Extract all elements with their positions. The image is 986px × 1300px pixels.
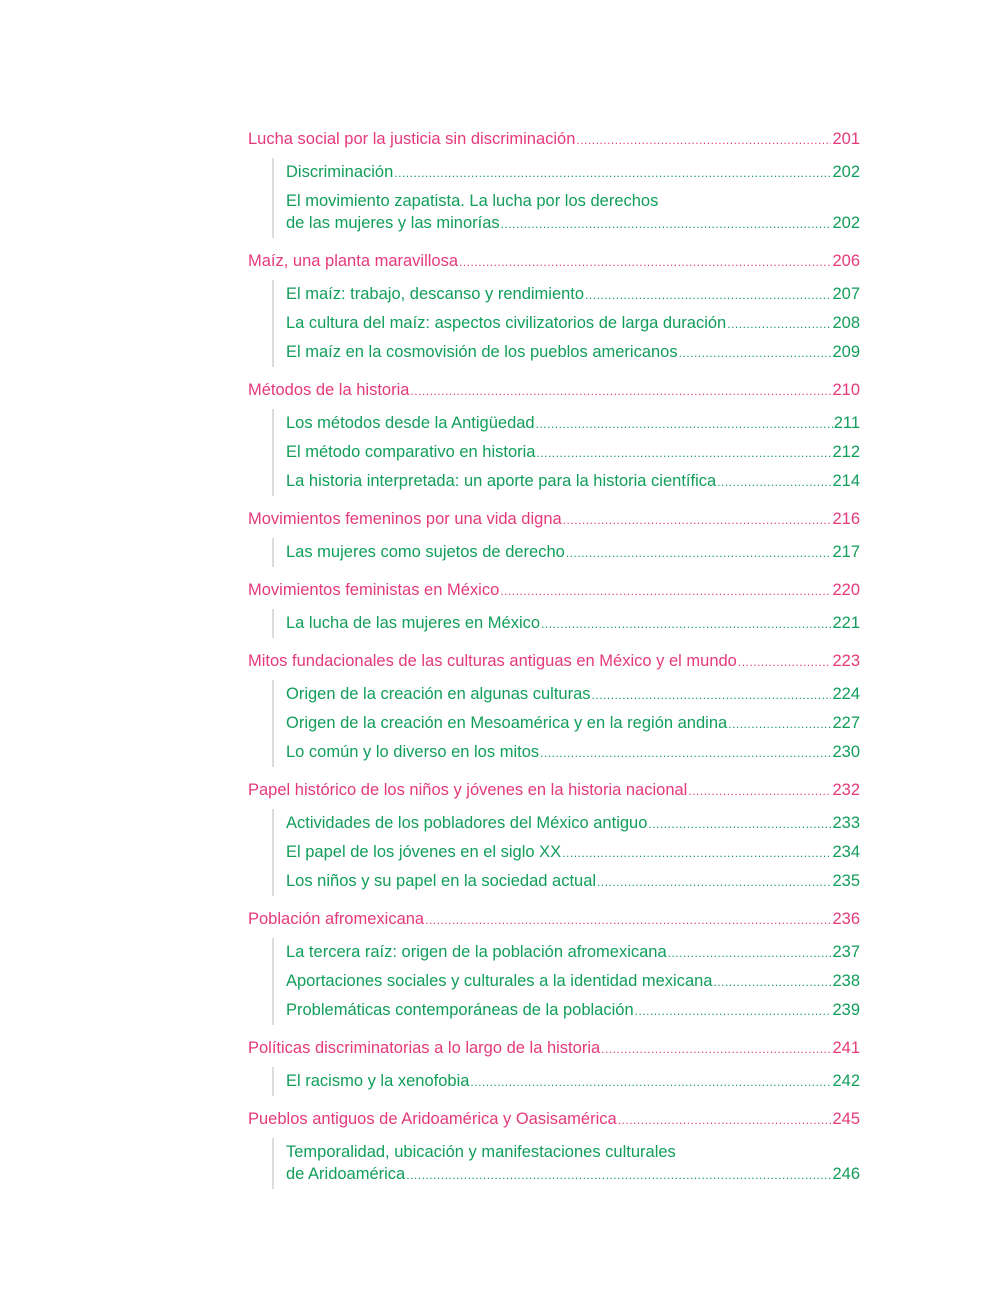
- subtopic-title: El racismo y la xenofobia: [286, 1072, 470, 1090]
- subtopic-title: El maíz en la cosmovisión de los pueblos americanos: [286, 343, 678, 361]
- toc-subtopic-entry[interactable]: [286, 938, 860, 967]
- subtopic-title: Actividades de los pobladores del México antiguo: [286, 814, 648, 832]
- chapter-title: Papel histórico de los niños y jóvenes en la historia nacional: [248, 781, 688, 799]
- subtopic-page-number: 211: [833, 414, 860, 432]
- toc-section: [248, 1037, 860, 1096]
- toc-subtopic-entry[interactable]: [286, 996, 860, 1025]
- toc-subtopic-entry[interactable]: [286, 967, 860, 996]
- dot-leader: [635, 1000, 832, 1022]
- dot-leader: [540, 742, 831, 764]
- toc-subtopic-entry[interactable]: [286, 738, 860, 767]
- subtopic-title: Problemáticas contemporáneas de la población: [286, 1001, 634, 1019]
- chapter-title: Movimientos feministas en México: [248, 581, 500, 599]
- subtopic-page-number: 238: [832, 972, 860, 990]
- toc-chapter-entry[interactable]: [248, 250, 860, 274]
- toc-subtopic-entry[interactable]: [286, 438, 860, 467]
- subtopic-list: [272, 280, 860, 367]
- toc-subtopic-entry[interactable]: [286, 680, 860, 709]
- dot-leader: [592, 684, 832, 706]
- subtopic-title: La cultura del maíz: aspectos civilizatorios de larga duración: [286, 314, 727, 332]
- dot-leader: [536, 442, 831, 464]
- subtopic-page-number: 202: [832, 163, 860, 181]
- subtopic-title: El maíz: trabajo, descanso y rendimiento: [286, 285, 585, 303]
- dot-leader: [562, 842, 831, 864]
- chapter-title: Políticas discriminatorias a lo largo de la historia: [248, 1039, 601, 1057]
- subtopic-list: [272, 609, 860, 638]
- chapter-page-number: 201: [832, 130, 860, 148]
- subtopic-page-number: 209: [832, 343, 860, 361]
- chapter-page-number: 220: [832, 581, 860, 599]
- dot-leader: [536, 413, 833, 435]
- subtopic-page-number: 212: [832, 443, 860, 461]
- subtopic-title: Lo común y lo diverso en los mitos: [286, 743, 540, 761]
- dot-leader: [500, 580, 831, 602]
- toc-section: [248, 128, 860, 238]
- dot-leader: [714, 971, 832, 993]
- dot-leader: [394, 162, 831, 184]
- toc-subtopic-entry[interactable]: [286, 1138, 860, 1189]
- dot-leader: [601, 1038, 831, 1060]
- subtopic-list: [272, 1067, 860, 1096]
- chapter-title: Movimientos femeninos por una vida digna: [248, 510, 562, 528]
- subtopic-page-number: 233: [832, 814, 860, 832]
- dot-leader: [728, 713, 831, 735]
- subtopic-title: La lucha de las mujeres en México: [286, 614, 541, 632]
- subtopic-page-number: 227: [832, 714, 860, 732]
- toc-chapter-entry[interactable]: [248, 379, 860, 403]
- toc-chapter-entry[interactable]: [248, 1108, 860, 1132]
- toc-subtopic-entry[interactable]: [286, 538, 860, 567]
- subtopic-page-number: 217: [832, 543, 860, 561]
- subtopic-page-number: 235: [832, 872, 860, 890]
- chapter-title: Maíz, una planta maravillosa: [248, 252, 459, 270]
- subtopic-list: [272, 409, 860, 496]
- subtopic-title: El método comparativo en historia: [286, 443, 536, 461]
- chapter-page-number: 210: [832, 381, 860, 399]
- subtopic-page-number: 224: [832, 685, 860, 703]
- toc-subtopic-entry[interactable]: [286, 309, 860, 338]
- subtopic-title: Origen de la creación en Mesoamérica y en la región andina: [286, 714, 728, 732]
- subtopic-page-number: 237: [832, 943, 860, 961]
- chapter-page-number: 241: [832, 1039, 860, 1057]
- subtopic-title: Las mujeres como sujetos de derecho: [286, 543, 565, 561]
- toc-chapter-entry[interactable]: [248, 908, 860, 932]
- dot-leader: [566, 542, 832, 564]
- dot-leader: [648, 813, 831, 835]
- dot-leader: [425, 909, 831, 931]
- table-of-contents: [248, 128, 860, 1201]
- chapter-page-number: 206: [832, 252, 860, 270]
- dot-leader: [668, 942, 832, 964]
- subtopic-title-line1: El movimiento zapatista. La lucha por los derechos: [286, 192, 659, 210]
- chapter-title: Población afromexicana: [248, 910, 425, 928]
- subtopic-title: Los métodos desde la Antigüedad: [286, 414, 535, 432]
- subtopic-page-number: 239: [832, 1001, 860, 1019]
- toc-subtopic-entry[interactable]: [286, 280, 860, 309]
- subtopic-title: Los niños y su papel en la sociedad actual: [286, 872, 597, 890]
- dot-leader: [738, 651, 832, 673]
- subtopic-title: El papel de los jóvenes en el siglo XX: [286, 843, 562, 861]
- subtopic-list: [272, 1138, 860, 1189]
- subtopic-list: [272, 809, 860, 896]
- chapter-page-number: 245: [832, 1110, 860, 1128]
- dot-leader: [576, 129, 831, 151]
- dot-leader: [563, 509, 832, 531]
- dot-leader: [410, 380, 831, 402]
- toc-chapter-entry[interactable]: [248, 650, 860, 674]
- toc-section: [248, 908, 860, 1025]
- subtopic-title: Discriminación: [286, 163, 394, 181]
- dot-leader: [501, 213, 832, 235]
- subtopic-page-number: 242: [832, 1072, 860, 1090]
- toc-section: [248, 250, 860, 367]
- chapter-page-number: 232: [832, 781, 860, 799]
- toc-section: [248, 650, 860, 767]
- toc-chapter-entry[interactable]: [248, 128, 860, 152]
- subtopic-page-number: 208: [832, 314, 860, 332]
- chapter-title: Pueblos antiguos de Aridoamérica y Oasisamérica: [248, 1110, 617, 1128]
- toc-section: [248, 1108, 860, 1189]
- subtopic-page-number: 230: [832, 743, 860, 761]
- dot-leader: [459, 251, 831, 273]
- dot-leader: [541, 613, 831, 635]
- dot-leader: [679, 342, 832, 364]
- chapter-title: Mitos fundacionales de las culturas antiguas en México y el mundo: [248, 652, 737, 670]
- toc-subtopic-entry[interactable]: [286, 1067, 860, 1096]
- subtopic-title: La historia interpretada: un aporte para la historia científica: [286, 472, 717, 490]
- subtopic-page-number: 214: [832, 472, 860, 490]
- subtopic-page-number: 207: [832, 285, 860, 303]
- chapter-page-number: 223: [832, 652, 860, 670]
- dot-leader: [727, 313, 831, 335]
- toc-subtopic-entry[interactable]: [286, 867, 860, 896]
- subtopic-title: La tercera raíz: origen de la población afromexicana: [286, 943, 667, 961]
- toc-subtopic-entry[interactable]: [286, 809, 860, 838]
- dot-leader: [597, 871, 831, 893]
- toc-chapter-entry[interactable]: [248, 579, 860, 603]
- toc-subtopic-entry[interactable]: [286, 609, 860, 638]
- subtopic-page-number: 221: [832, 614, 860, 632]
- subtopic-list: [272, 938, 860, 1025]
- toc-section: [248, 508, 860, 567]
- chapter-page-number: 216: [832, 510, 860, 528]
- dot-leader: [618, 1109, 832, 1131]
- toc-subtopic-entry[interactable]: [286, 409, 860, 438]
- chapter-title: Lucha social por la justicia sin discriminación: [248, 130, 576, 148]
- toc-section: [248, 779, 860, 896]
- subtopic-title: de Aridoamérica: [286, 1165, 406, 1183]
- toc-chapter-entry[interactable]: [248, 779, 860, 803]
- subtopic-page-number: 202: [832, 214, 860, 232]
- subtopic-title: de las mujeres y las minorías: [286, 214, 500, 232]
- subtopic-page-number: 234: [832, 843, 860, 861]
- subtopic-title-line1: Temporalidad, ubicación y manifestaciones culturales: [286, 1143, 676, 1161]
- subtopic-title: Aportaciones sociales y culturales a la identidad mexicana: [286, 972, 713, 990]
- toc-subtopic-entry[interactable]: [286, 158, 860, 187]
- dot-leader: [688, 780, 831, 802]
- toc-chapter-entry[interactable]: [248, 508, 860, 532]
- dot-leader: [717, 471, 831, 493]
- chapter-title: Métodos de la historia: [248, 381, 410, 399]
- toc-subtopic-entry[interactable]: [286, 838, 860, 867]
- toc-chapter-entry[interactable]: [248, 1037, 860, 1061]
- chapter-page-number: 236: [832, 910, 860, 928]
- dot-leader: [470, 1071, 831, 1093]
- subtopic-list: [272, 680, 860, 767]
- toc-section: [248, 379, 860, 496]
- subtopic-list: [272, 538, 860, 567]
- toc-section: [248, 579, 860, 638]
- dot-leader: [406, 1164, 831, 1186]
- toc-subtopic-entry[interactable]: [286, 187, 860, 238]
- toc-subtopic-entry[interactable]: [286, 709, 860, 738]
- toc-subtopic-entry[interactable]: [286, 338, 860, 367]
- subtopic-page-number: 246: [832, 1165, 860, 1183]
- toc-subtopic-entry[interactable]: [286, 467, 860, 496]
- subtopic-title: Origen de la creación en algunas culturas: [286, 685, 591, 703]
- subtopic-list: [272, 158, 860, 238]
- dot-leader: [585, 284, 831, 306]
